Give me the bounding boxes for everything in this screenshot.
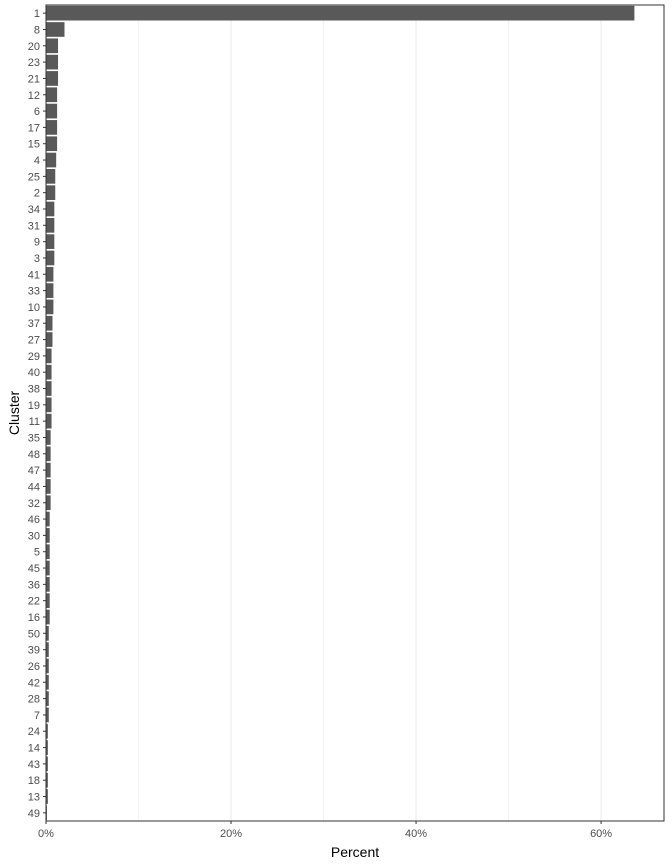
y-tick-label: 50 xyxy=(27,628,40,641)
bar-cluster-8 xyxy=(46,22,65,37)
bar-cluster-34 xyxy=(46,202,54,217)
y-axis-title: Cluster xyxy=(6,390,22,436)
bar-cluster-22 xyxy=(46,593,50,608)
bar-cluster-27 xyxy=(46,332,52,347)
bar-cluster-46 xyxy=(46,512,50,527)
bar-cluster-21 xyxy=(46,71,58,86)
y-tick-label: 34 xyxy=(27,204,40,216)
y-tick-label: 32 xyxy=(27,497,40,510)
bar-cluster-44 xyxy=(46,479,51,494)
bar-cluster-30 xyxy=(46,528,50,543)
bar-cluster-2 xyxy=(46,185,55,200)
x-axis-ticks xyxy=(38,821,612,840)
bar-cluster-9 xyxy=(46,234,54,249)
y-tick-label: 24 xyxy=(27,726,40,739)
y-tick-label: 47 xyxy=(27,465,40,478)
y-tick-label: 12 xyxy=(27,89,40,102)
y-tick-label: 30 xyxy=(27,530,40,543)
bar-cluster-3 xyxy=(46,251,54,266)
bar-cluster-35 xyxy=(46,430,51,445)
bar-cluster-37 xyxy=(46,316,52,331)
grid-lines xyxy=(46,5,601,821)
y-tick-label: 36 xyxy=(27,579,40,592)
y-tick-label: 39 xyxy=(27,644,40,657)
y-tick-label: 19 xyxy=(27,399,40,412)
y-tick-label: 23 xyxy=(27,57,40,70)
y-tick-label: 27 xyxy=(27,334,40,347)
bar-cluster-36 xyxy=(46,577,50,592)
bar-cluster-41 xyxy=(46,267,53,282)
y-tick-label: 20 xyxy=(27,40,40,53)
y-tick-label: 29 xyxy=(27,350,40,363)
bar-cluster-47 xyxy=(46,463,51,478)
x-axis-title: Percent xyxy=(330,844,380,860)
y-tick-label: 25 xyxy=(27,171,40,184)
y-tick-label: 40 xyxy=(27,367,40,380)
y-tick-label: 21 xyxy=(27,73,40,86)
y-tick-label: 22 xyxy=(27,595,40,608)
bar-cluster-10 xyxy=(46,300,53,315)
bar-cluster-6 xyxy=(46,104,57,119)
bar-cluster-11 xyxy=(46,414,52,429)
bar-cluster-40 xyxy=(46,365,52,380)
y-tick-label: 5 xyxy=(33,546,40,559)
y-tick-label: 6 xyxy=(33,106,40,119)
x-tick-label: 60% xyxy=(590,828,613,840)
bar-cluster-23 xyxy=(46,55,58,70)
y-tick-label: 7 xyxy=(33,709,40,722)
y-tick-label: 28 xyxy=(27,693,40,706)
bar-cluster-33 xyxy=(46,283,53,298)
bar-cluster-31 xyxy=(46,218,54,233)
y-tick-label: 8 xyxy=(33,24,40,37)
x-tick-label: 40% xyxy=(405,828,428,840)
bar-cluster-5 xyxy=(46,544,50,559)
y-tick-label: 15 xyxy=(27,138,40,151)
y-tick-label: 38 xyxy=(27,383,40,396)
bar-cluster-38 xyxy=(46,381,52,396)
bar-cluster-29 xyxy=(46,349,52,364)
y-tick-label: 3 xyxy=(33,252,40,265)
bar-cluster-20 xyxy=(46,38,58,53)
x-tick-label: 20% xyxy=(220,828,243,840)
y-tick-label: 35 xyxy=(27,432,40,445)
bar-cluster-17 xyxy=(46,120,57,135)
y-tick-label: 42 xyxy=(27,677,40,690)
bar-cluster-1 xyxy=(46,6,634,21)
y-tick-label: 14 xyxy=(27,742,40,755)
y-tick-label: 11 xyxy=(28,416,40,429)
y-tick-label: 48 xyxy=(27,448,40,461)
y-axis-ticks xyxy=(28,8,46,820)
bar-cluster-19 xyxy=(46,397,52,412)
y-tick-label: 37 xyxy=(27,318,40,331)
y-tick-label: 43 xyxy=(27,758,40,771)
y-tick-label: 45 xyxy=(27,563,40,576)
y-tick-label: 1 xyxy=(33,8,40,21)
y-tick-label: 26 xyxy=(27,660,40,673)
bar-cluster-16 xyxy=(46,610,50,625)
y-tick-label: 9 xyxy=(33,236,40,249)
y-tick-label: 16 xyxy=(27,612,40,624)
bar-cluster-32 xyxy=(46,495,51,510)
y-tick-label: 46 xyxy=(27,514,40,527)
y-tick-label: 17 xyxy=(27,122,40,135)
y-tick-label: 13 xyxy=(27,791,40,804)
bars xyxy=(46,6,634,820)
bar-cluster-4 xyxy=(46,153,56,168)
bar-cluster-25 xyxy=(46,169,55,184)
bar-cluster-45 xyxy=(46,561,50,576)
y-tick-label: 10 xyxy=(27,301,40,314)
y-tick-label: 44 xyxy=(27,481,40,494)
y-tick-label: 49 xyxy=(27,807,40,820)
y-tick-label: 33 xyxy=(27,285,40,298)
bar-cluster-48 xyxy=(46,446,51,461)
y-tick-label: 4 xyxy=(33,155,40,168)
y-tick-label: 18 xyxy=(27,775,40,788)
bar-cluster-12 xyxy=(46,87,57,102)
y-tick-label: 31 xyxy=(27,220,40,233)
y-tick-label: 41 xyxy=(27,269,40,282)
bar-cluster-15 xyxy=(46,136,57,151)
y-tick-label: 2 xyxy=(33,187,40,200)
x-tick-label: 0% xyxy=(38,828,54,840)
